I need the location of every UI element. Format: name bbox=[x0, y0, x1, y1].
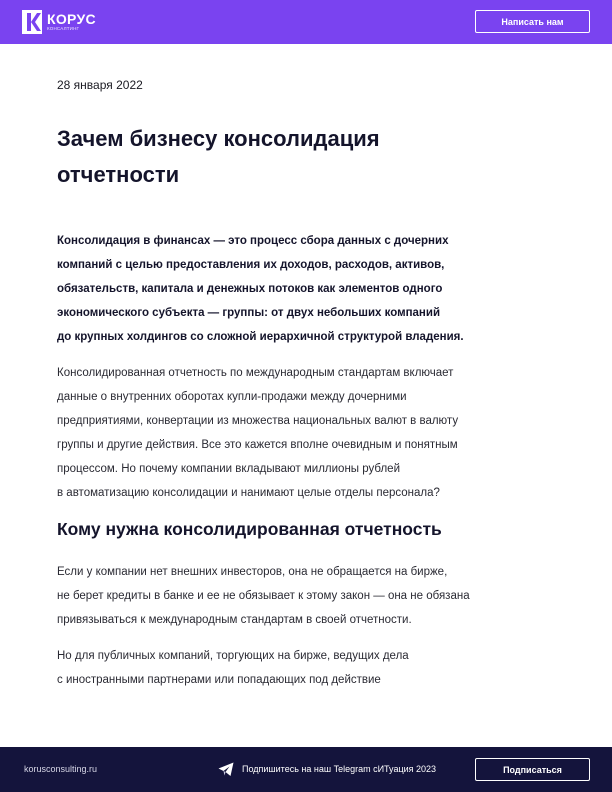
subscribe-button[interactable]: Подписаться bbox=[475, 758, 590, 781]
article-paragraph bbox=[57, 560, 557, 632]
paragraph-line: привязываться к международным стандартам в своей отчетности. bbox=[57, 614, 412, 626]
contact-us-button[interactable]: Написать нам bbox=[475, 10, 590, 33]
lead-line: Консолидация в финансах — это процесс сбора данных с дочерних bbox=[57, 235, 449, 247]
article-date: 28 января 2022 bbox=[57, 78, 143, 92]
site-link[interactable]: korusconsulting.ru bbox=[24, 764, 98, 774]
logo-text: КОРУС bbox=[47, 11, 96, 27]
article-lead bbox=[57, 229, 557, 349]
title-line: Зачем бизнесу консолидация bbox=[57, 126, 380, 151]
paragraph-line: Но для публичных компаний, торгующих на бирже, ведущих дела bbox=[57, 650, 409, 662]
paragraph-line: в автоматизацию консолидации и нанимают целые отделы персонала? bbox=[57, 487, 440, 499]
paragraph-line: Если у компании нет внешних инвесторов, она не обращается на бирже, bbox=[57, 566, 448, 578]
article-paragraph bbox=[57, 644, 557, 692]
paragraph-line: Консолидированная отчетность по международным стандартам включает bbox=[57, 367, 454, 379]
paragraph-line: с иностранными партнерами или попадающих под действие bbox=[57, 674, 381, 686]
paragraph-line: процессом. Но почему компании вкладывают миллионы рублей bbox=[57, 463, 400, 475]
paragraph-line: предприятиями, конвертации из множества национальных валют в валюту bbox=[57, 415, 459, 427]
top-header bbox=[0, 0, 612, 44]
lead-line: экономического субъекта — группы: от двух небольших компаний bbox=[57, 307, 441, 319]
paragraph-line: группы и другие действия. Все это кажется вполне очевидным и понятным bbox=[57, 439, 458, 451]
logo-subtext: КОНСАЛТИНГ bbox=[47, 26, 80, 31]
section-heading: Кому нужна консолидированная отчетность bbox=[57, 519, 442, 539]
telegram-icon bbox=[218, 762, 234, 777]
lead-line: до крупных холдингов со сложной иерархичной структурой владения. bbox=[57, 331, 464, 343]
lead-line: компаний с целью предоставления их доходов, расходов, активов, bbox=[57, 259, 445, 271]
article-paragraph bbox=[57, 361, 557, 505]
korus-logo-icon bbox=[22, 10, 42, 34]
lead-line: обязательств, капитала и денежных потоков как элементов одного bbox=[57, 283, 443, 295]
telegram-subscribe-text[interactable]: Подпишитесь на наш Telegram сИТуация 2023 bbox=[242, 764, 437, 774]
paragraph-line: данные о внутренних оборотах купли-продажи между дочерними bbox=[57, 391, 407, 403]
paragraph-line: не берет кредиты в банке и ее не обязывает к этому закон — она не обязана bbox=[57, 590, 470, 602]
title-line: отчетности bbox=[57, 162, 180, 187]
article-title bbox=[57, 121, 577, 193]
footer-bar bbox=[0, 747, 612, 792]
